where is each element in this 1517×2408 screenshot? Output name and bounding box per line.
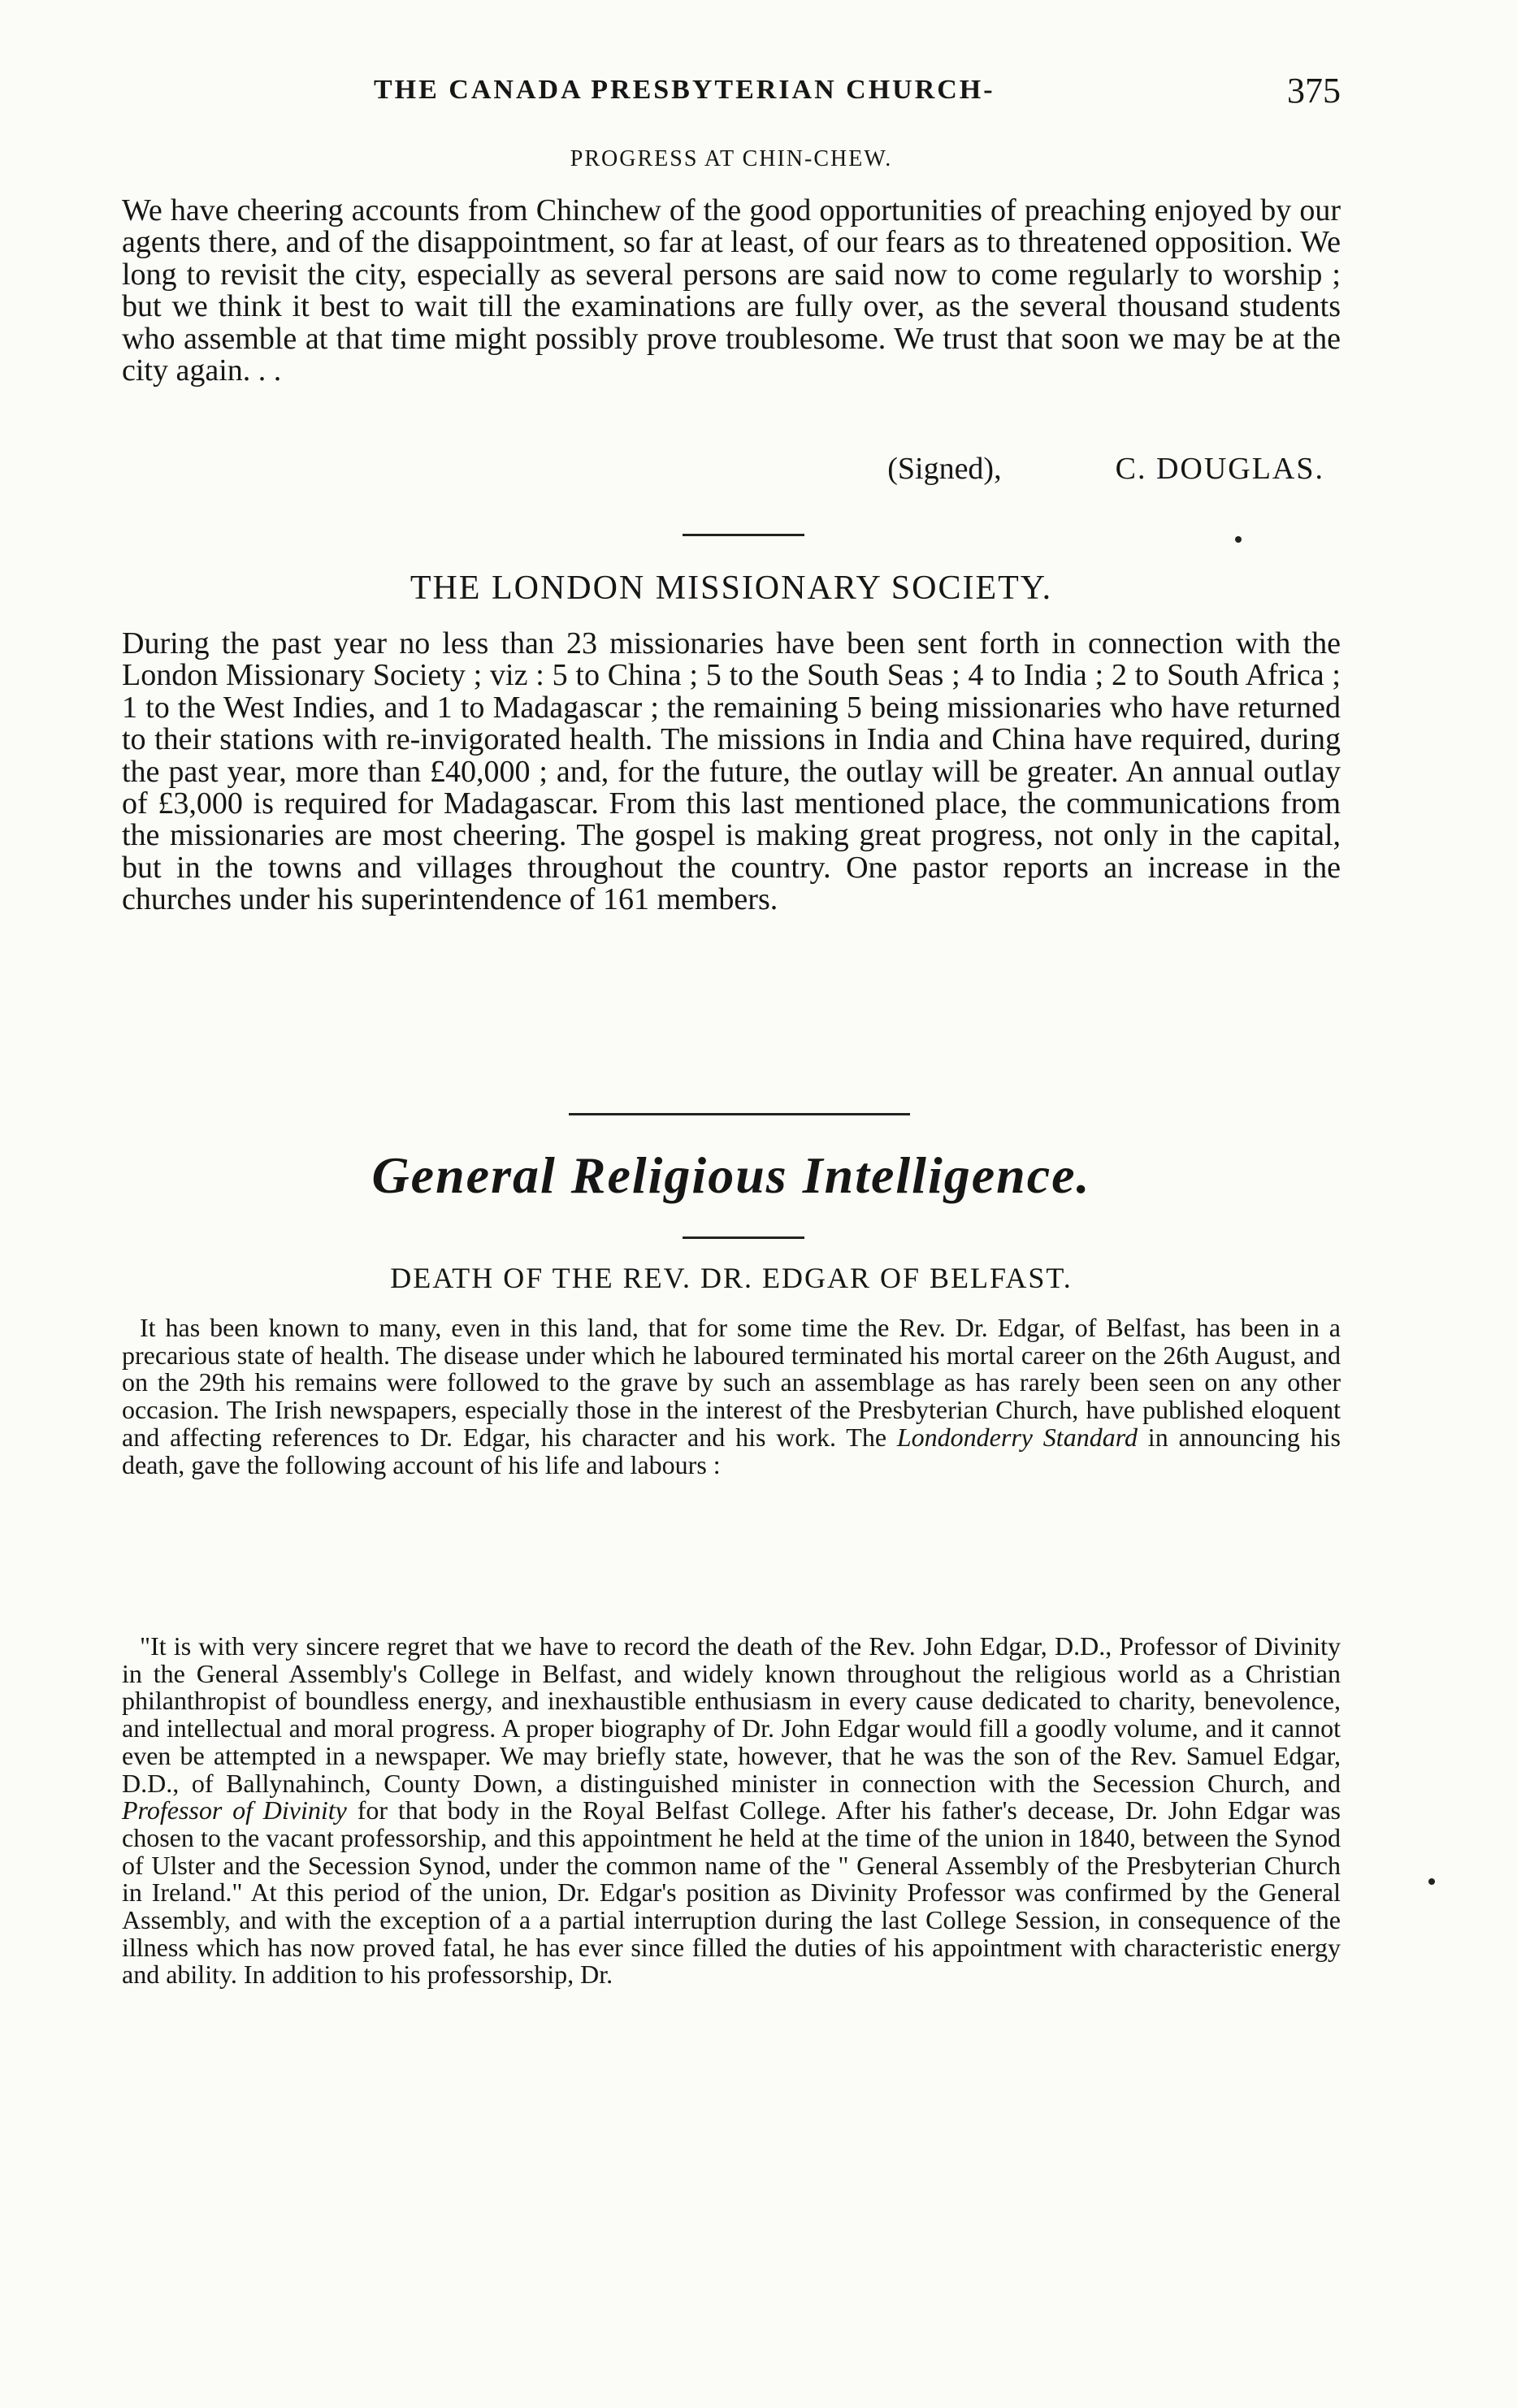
running-head-title: THE CANADA PRESBYTERIAN CHURCH-	[374, 75, 995, 105]
section-divider	[683, 1236, 804, 1239]
signature-name: C. DOUGLAS.	[1115, 452, 1324, 486]
italic-run: Professor of Divinity	[122, 1795, 347, 1825]
text-run: for that body in the Royal Belfast College. After his father's decease, Dr. John Edgar was chosen to the vacant professorship, and this appointment he held at the time of the union in 1840, between the Synod of Ulster and the Secession Synod, under the common name of the " General Assembly of the Presbyterian Church in Ireland." At this period of the union, Dr. Edgar's position as Divinity Professor was confirmed by the General Assembly, and with the exception of a a partial interruption during the last College Session, in consequence of the illness which has now proved fatal, he has ever since filled the duties of his appointment with characteristic energy and ability. In addition to his professorship, Dr.	[122, 1795, 1341, 1990]
italic-run: Londonderry Standard	[896, 1422, 1138, 1452]
banner-heading: General Religious Intelligence.	[371, 1146, 1091, 1204]
signature-block	[887, 451, 1324, 487]
text-run: It has been known to many, even in this land, that for some time the Rev. Dr. Edgar, of Belfast, has been in a precarious state of health. The disease under which he laboured terminated his mortal career on the 26th August, and on the 29th his remains were followed to the grave by such an assemblage as has rarely been seen on any other occasion. The Irish newspapers, especially those in the interest of the Presbyterian Church, have published eloquent and affecting references to Dr. Edgar, his character and his work. The	[122, 1313, 1341, 1452]
section-divider-long	[569, 1113, 910, 1115]
print-speck	[1428, 1878, 1435, 1885]
page-number: 375	[1287, 71, 1341, 110]
running-head	[122, 71, 1341, 115]
section-heading-chin-chew: PROGRESS AT CHIN-CHEW.	[570, 146, 893, 171]
section-heading-lms: THE LONDON MISSIONARY SOCIETY.	[410, 570, 1053, 607]
print-speck	[1235, 536, 1242, 543]
paragraph-chin-chew: We have cheering accounts from Chinchew of the good opportunities of preaching enjoyed by our agents there, and of the disappointment, so far at least, of our fears as to threatened opposition. We long to revisit the city, especially as several persons are said now to come regularly to worship ; but we think it best to wait till the examinations are fully over, as the several thousand students who assemble at that time might possibly prove troublesome. We trust that soon we may be at the city again. . .	[122, 193, 1341, 388]
paragraph-death-quote	[122, 1633, 1341, 1989]
paragraph-lms: During the past year no less than 23 missionaries have been sent forth in connection with the London Missionary Society ; viz : 5 to China ; 5 to the South Seas ; 4 to India ; 2 to South Africa ; 1 to the West Indies, and 1 to Madagascar ; the remaining 5 being missionaries who have returned to their stations with re-invigorated health. The missions in India and China have required, during the past year, more than £40,000 ; and, for the future, the outlay will be greater. An annual outlay of £3,000 is required for Madagascar. From this last mentioned place, the communications from the missionaries are most cheering. The gospel is making great progress, not only in the capital, but in the towns and villages throughout the country. One pastor reports an increase in the churches under his superintendence of 161 members.	[122, 626, 1341, 917]
text-run: in announcing his death, gave the following account of his life and labours :	[122, 1422, 1341, 1479]
signed-label: (Signed),	[887, 452, 1002, 486]
text-run: "It is with very sincere regret that we have to record the death of the Rev. John Edgar, D.D., Professor of Divinity in the General Assembly's College in Belfast, and widely known throughout the religious world as a Christian philanthropist of boundless energy, and inexhaustible enthusiasm in every cause dedicated to charity, benevolence, and intellectual and moral progress. A proper biography of Dr. John Edgar would fill a goodly volume, and it cannot even be attempted in a newspaper. We may briefly state, however, that he was the son of the Rev. Samuel Edgar, D.D., of Ballynahinch, County Down, a distinguished minister in connection with the Secession Church, and	[122, 1631, 1341, 1798]
section-divider	[683, 534, 804, 536]
paragraph-death-intro	[122, 1314, 1341, 1479]
section-heading-death: DEATH OF THE REV. DR. EDGAR OF BELFAST.	[390, 1262, 1073, 1294]
